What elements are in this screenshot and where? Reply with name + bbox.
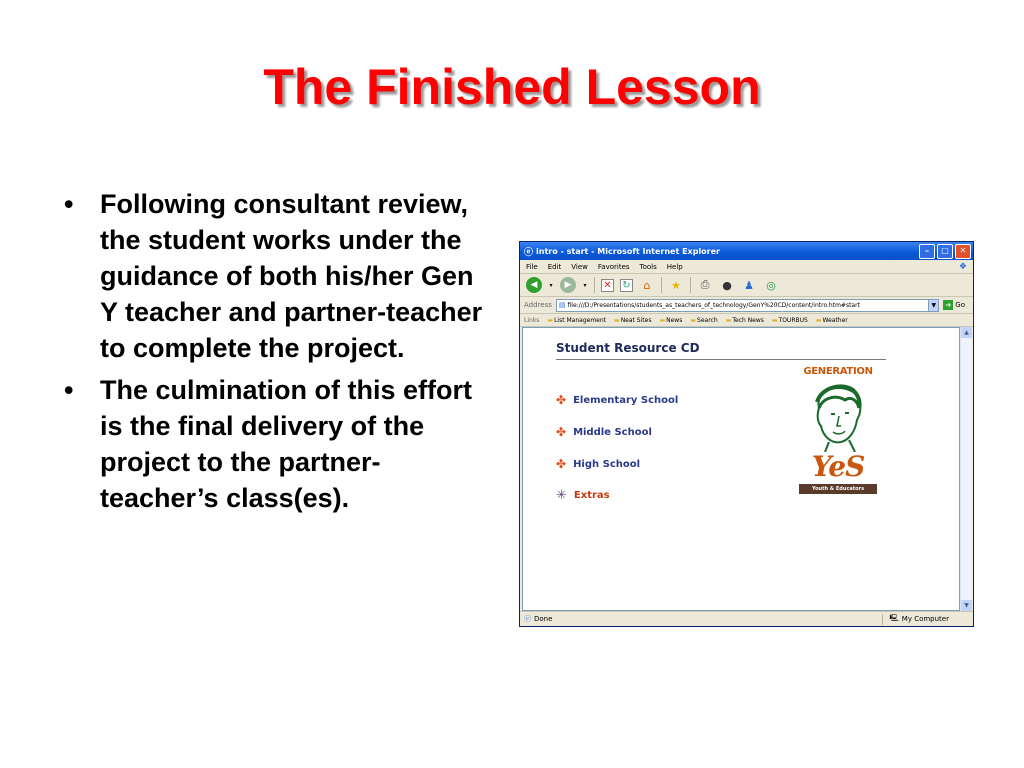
- menu-edit[interactable]: Edit: [547, 262, 562, 271]
- link-item[interactable]: ▬List Management: [547, 316, 607, 324]
- history-icon[interactable]: ◎: [766, 278, 776, 292]
- forward-icon[interactable]: ▶: [560, 277, 576, 293]
- window-title: intro - start - Microsoft Internet Explorer: [536, 246, 720, 256]
- bullet-dot: •: [64, 375, 74, 405]
- nav-extras[interactable]: ✳ Extras: [556, 488, 610, 503]
- menu-bar: [520, 260, 973, 274]
- toolbar-separator: [594, 277, 595, 293]
- nav-elementary-school[interactable]: ✤ Elementary School: [556, 393, 679, 407]
- home-icon[interactable]: ⌂: [643, 278, 651, 292]
- folder-icon: ▬: [771, 316, 778, 324]
- bullet-item: [60, 186, 490, 366]
- link-item[interactable]: ▬Neat Sites: [614, 316, 652, 324]
- link-item[interactable]: ▬Search: [690, 316, 718, 324]
- menu-help[interactable]: Help: [666, 262, 683, 271]
- address-dropdown-icon[interactable]: ▼: [928, 300, 938, 311]
- minimize-button[interactable]: –: [919, 244, 935, 259]
- page-done-icon: ⓔ: [524, 615, 531, 623]
- swirl-icon: ✤: [556, 425, 567, 439]
- media-icon[interactable]: ●: [722, 278, 732, 292]
- page-viewport: [522, 327, 960, 611]
- logo-yes-mark: [799, 450, 877, 484]
- scroll-up-icon[interactable]: ▲: [961, 327, 972, 338]
- go-arrow-icon: ➜: [943, 300, 953, 310]
- window-controls: [919, 244, 971, 259]
- toolbar-separator: [690, 277, 691, 293]
- heading-rule: [556, 359, 886, 360]
- menu-favorites[interactable]: Favorites: [597, 262, 630, 271]
- menu-file[interactable]: File: [526, 262, 538, 271]
- bullet-item: [60, 372, 490, 516]
- refresh-icon[interactable]: ↻: [620, 279, 633, 292]
- logo-yes-text: YeS: [811, 450, 865, 483]
- link-item[interactable]: ▬Weather: [815, 316, 848, 324]
- menu-view[interactable]: View: [571, 262, 588, 271]
- bullet-dot: •: [64, 189, 74, 219]
- print-icon[interactable]: ⎙: [700, 278, 710, 291]
- logo-generation-text: GENERATION: [803, 366, 873, 377]
- swirl-icon: ✤: [556, 393, 567, 407]
- address-label: Address: [524, 301, 552, 309]
- face-illustration-icon: [805, 382, 869, 452]
- maximize-button[interactable]: □: [937, 244, 953, 259]
- back-icon[interactable]: ◀: [526, 277, 542, 293]
- back-dropdown-icon[interactable]: ▾: [549, 281, 553, 289]
- vertical-scrollbar[interactable]: [960, 327, 972, 611]
- go-button[interactable]: [943, 300, 965, 310]
- stop-icon[interactable]: ✕: [601, 279, 614, 292]
- address-field[interactable]: [556, 299, 939, 312]
- page-icon: ▤: [558, 301, 566, 309]
- status-bar: [520, 611, 973, 626]
- folder-icon: ▬: [614, 316, 620, 324]
- windows-logo-icon: ❖: [958, 261, 967, 272]
- browser-titlebar[interactable]: [520, 242, 973, 260]
- zone-text: My Computer: [901, 615, 949, 623]
- standard-toolbar: [520, 274, 973, 297]
- address-value: file:///D:/Presentations/students_as_teachers_of_technology/GenY%20CD/content/intro.htm#start: [567, 301, 860, 309]
- folder-icon: ▬: [547, 316, 554, 324]
- nav-middle-school[interactable]: ✤ Middle School: [556, 425, 652, 439]
- folder-icon: ▬: [725, 316, 732, 324]
- toolbar-separator: [661, 277, 662, 293]
- close-button[interactable]: ✕: [955, 244, 971, 259]
- go-label: Go: [955, 301, 965, 309]
- bullet-text: Following consultant review, the student works under the guidance of both his/her Gen Y teacher and partner-teacher to complete the project.: [100, 189, 483, 363]
- address-bar: [520, 297, 973, 314]
- swirl-icon: ✤: [556, 457, 567, 471]
- messenger-icon[interactable]: ♟: [744, 278, 754, 292]
- link-item[interactable]: ▬Tech News: [725, 316, 764, 324]
- bullet-text: The culmination of this effort is the final delivery of the project to the partner-teacher’s class(es).: [100, 375, 472, 513]
- browser-window: [519, 241, 974, 627]
- menu-tools[interactable]: Tools: [639, 262, 657, 271]
- nav-high-school[interactable]: ✤ High School: [556, 457, 641, 471]
- folder-icon: ▬: [659, 316, 666, 324]
- logo-subtitle: Youth & Educators Succeeding: [799, 484, 877, 494]
- link-item[interactable]: ▬News: [659, 316, 683, 324]
- forward-dropdown-icon[interactable]: ▾: [583, 281, 587, 289]
- scroll-down-icon[interactable]: ▼: [961, 600, 972, 611]
- link-item[interactable]: ▬TOURBUS: [771, 316, 808, 324]
- folder-icon: ▬: [690, 316, 697, 324]
- page-heading: Student Resource CD: [556, 341, 700, 355]
- links-bar: [520, 314, 973, 327]
- security-zone: [882, 614, 949, 625]
- links-label: Links: [524, 316, 540, 324]
- asterisk-icon: ✳: [556, 488, 567, 503]
- ie-icon: ⓔ: [524, 247, 534, 258]
- favorites-star-icon[interactable]: ★: [671, 278, 681, 292]
- status-text: Done: [534, 615, 553, 623]
- bullet-list: [60, 186, 490, 522]
- computer-icon: 🖳: [889, 613, 899, 622]
- folder-icon: ▬: [815, 316, 822, 324]
- slide-title: The Finished Lesson: [263, 59, 761, 115]
- generation-yes-logo: [799, 366, 877, 502]
